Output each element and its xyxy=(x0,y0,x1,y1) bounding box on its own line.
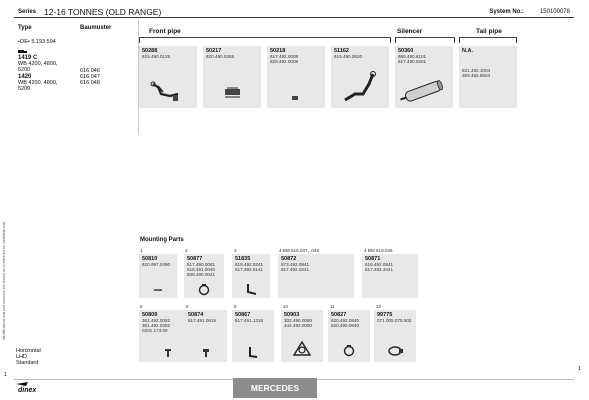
part-number: 50877 xyxy=(187,256,203,262)
baumuster-list xyxy=(80,68,100,87)
variant-drive: LHD xyxy=(16,354,28,361)
model-b-name: 1420 xyxy=(18,73,32,80)
part-number: 50360 xyxy=(398,48,414,54)
callout-number: 3 xyxy=(234,248,237,253)
oe-number: 620.490.0365 xyxy=(206,54,235,59)
part-card[interactable] xyxy=(362,254,418,298)
oe-number: 617.492.0241 xyxy=(281,267,310,272)
part-card[interactable] xyxy=(459,46,517,108)
baumuster-column-header: Baumuster xyxy=(80,25,112,31)
part-card[interactable] xyxy=(203,46,261,108)
part-card[interactable] xyxy=(267,46,325,108)
system-number-label: System No.: xyxy=(489,9,524,15)
oe-number: 620.997.0490 xyxy=(142,262,171,267)
part-card[interactable] xyxy=(139,46,197,108)
system-number-value: 150100078 xyxy=(539,9,570,15)
oe-number: 616.490.0620 xyxy=(334,54,363,59)
part-card[interactable] xyxy=(139,254,177,298)
disclaimer-side-text: Identifications and part numbers are shown as a reference for suitability only xyxy=(2,221,6,340)
oe-number: 071.005.075.502 xyxy=(377,318,412,323)
part-number: 50810 xyxy=(142,256,158,262)
part-number: 50903 xyxy=(284,312,300,318)
oe-number: 301.492.0382 xyxy=(142,323,171,328)
oe-number: 383.492.6504 xyxy=(462,73,491,78)
flange-gasket-icon xyxy=(292,340,312,358)
bent-pipe-icon xyxy=(341,70,381,104)
oe-number: 617.490.0061 xyxy=(187,262,216,267)
truck-icon xyxy=(18,50,27,54)
tail-pipe-label: Tail pipe xyxy=(476,28,502,35)
oe-number: 608.490.0041 xyxy=(187,272,216,277)
oem-reference xyxy=(18,39,56,45)
small-pipe-icon xyxy=(291,94,299,102)
variant-type: Standard xyxy=(16,360,39,367)
clamp-icon xyxy=(342,345,356,357)
logo-text: dinex xyxy=(18,387,37,393)
part-card[interactable] xyxy=(278,254,354,298)
callout-number: 11 xyxy=(330,304,335,309)
variant-orientation: Horizontal xyxy=(16,348,41,354)
model-a-name: 1419 C xyxy=(18,55,38,61)
oe-number: 0201.173.69 xyxy=(142,328,168,333)
silencer-bracket xyxy=(395,37,455,43)
part-card[interactable] xyxy=(374,310,416,362)
oe-number: 673.492.0841 xyxy=(281,262,310,267)
bracket-icon xyxy=(247,345,259,359)
part-number: 50288 xyxy=(142,48,158,54)
callout-number: 2 xyxy=(185,248,188,253)
part-number: 50218 xyxy=(270,48,286,54)
oe-number: 619.492.0241 xyxy=(235,262,264,267)
oe-number: 620.492.0840 xyxy=(331,318,360,323)
front-pipe-label: Front pipe xyxy=(149,28,181,35)
pipe-section-icon xyxy=(222,84,244,102)
page-header xyxy=(14,6,574,18)
part-number: 50827 xyxy=(331,312,347,318)
part-card[interactable] xyxy=(232,254,270,298)
series-label: Series xyxy=(18,9,37,15)
part-card[interactable] xyxy=(281,310,323,362)
model-b-wheelbase: WB 4200, 4800, 5200 xyxy=(18,79,58,93)
callout-number: 4 BM 616.046 xyxy=(364,248,393,253)
oe-number: 617.492.3441 xyxy=(365,267,394,272)
bolt-icon xyxy=(163,348,173,358)
bolt-icon xyxy=(201,348,211,358)
part-number: 50217 xyxy=(206,48,222,54)
oe-number: 617.491.1316 xyxy=(235,318,264,323)
silencer-icon xyxy=(397,78,451,104)
oe-number: 621.492.1004 xyxy=(462,68,491,73)
tail-pipe-bracket xyxy=(459,37,517,43)
callout-number: 8 xyxy=(234,304,237,309)
oe-number: 617.492.0008 xyxy=(270,54,299,59)
callout-number: 4 BM 616.047, .048 xyxy=(279,248,320,253)
part-number: 50867 xyxy=(235,312,251,318)
callout-number: 5 xyxy=(140,304,143,309)
series-title: 12-16 TONNES (OLD RANGE) xyxy=(44,7,162,17)
oe-number: 361.492.0082 xyxy=(142,318,171,323)
oe-number: 617.492.0141 xyxy=(235,267,264,272)
oe-number: 302.490.0080 xyxy=(284,318,313,323)
part-number: N.A. xyxy=(462,48,473,54)
oe-number: 616.490.0125 xyxy=(142,54,171,59)
oe-number: 617.490.0301 xyxy=(398,59,427,64)
baumuster-item: 616.048 xyxy=(80,80,100,87)
brand-banner: MERCEDES xyxy=(233,378,317,398)
part-card[interactable] xyxy=(331,46,389,108)
oe-number: 620.490.0840 xyxy=(331,323,360,328)
callout-number: 1 xyxy=(140,248,143,253)
oem-number: 5.193.594 xyxy=(31,39,56,45)
part-card[interactable] xyxy=(185,310,227,362)
mounting-parts-label: Mounting Parts xyxy=(140,237,184,243)
callout-number: 10 xyxy=(283,304,289,309)
oe-number: 616.491.0040 xyxy=(187,267,216,272)
callout-number: 6 xyxy=(186,304,189,309)
page-mark-right: 1 xyxy=(578,366,581,372)
part-card[interactable] xyxy=(395,46,453,108)
gasket-icon xyxy=(153,287,163,293)
oem-label: •OE• xyxy=(18,39,30,45)
clamp-icon xyxy=(197,284,211,296)
baumuster-item: 616.046 xyxy=(80,68,100,74)
part-number: 50871 xyxy=(365,256,381,262)
baumuster-item: 616.047 xyxy=(80,74,100,81)
oe-number: 666.490.6101 xyxy=(398,54,427,59)
vehicle-models xyxy=(18,50,63,92)
page-mark-left: 1 xyxy=(4,372,7,378)
callout-number: 12 xyxy=(376,304,382,309)
oe-number: 616.492.0841 xyxy=(365,262,394,267)
variant-info xyxy=(16,348,41,367)
dinex-logo xyxy=(14,381,48,393)
part-number: 50809 xyxy=(142,312,158,318)
part-card[interactable] xyxy=(328,310,370,362)
oe-number: 617.491.0616 xyxy=(188,318,217,323)
front-pipe-icon xyxy=(150,79,184,103)
part-number: 99775 xyxy=(377,312,393,318)
part-number: 50874 xyxy=(188,312,204,318)
part-number: 51835 xyxy=(235,256,251,262)
band-clamp-icon xyxy=(386,344,404,358)
front-pipe-bracket xyxy=(139,37,391,43)
silencer-label: Silencer xyxy=(397,28,423,35)
type-column-header: Type xyxy=(18,25,32,31)
part-card[interactable] xyxy=(184,254,224,298)
bracket-icon xyxy=(246,282,258,296)
oe-number: 442.492.0080 xyxy=(284,323,313,328)
oe-number: 628.492.0008 xyxy=(270,59,299,64)
part-card[interactable] xyxy=(232,310,274,362)
model-a-wheelbase: WB 4200, 4800, 5200 xyxy=(18,61,58,74)
part-number: 51162 xyxy=(334,48,349,54)
part-number: 50872 xyxy=(281,256,297,262)
